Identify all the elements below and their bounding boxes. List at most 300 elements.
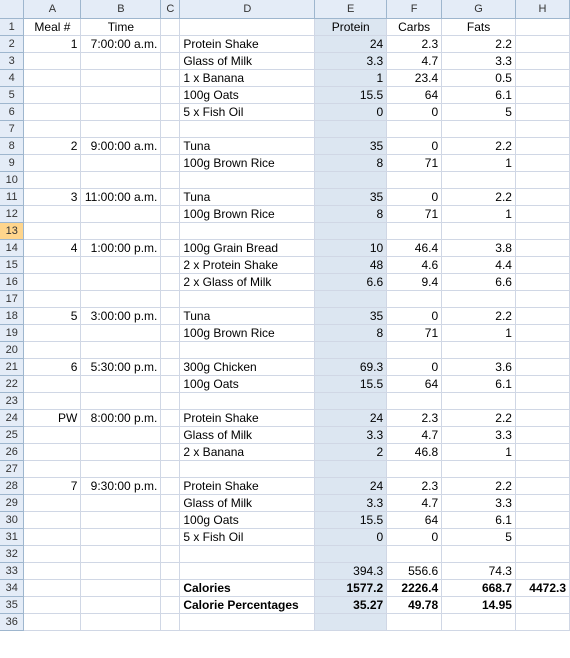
cell-protein[interactable]: 24 [315,477,387,494]
cell-food[interactable]: 300g Chicken [180,358,315,375]
cell-carbs[interactable]: 0 [387,137,442,154]
cell-meal[interactable]: 7 [24,477,81,494]
cell-food[interactable] [180,545,315,562]
cell-food[interactable]: Calorie Percentages [180,596,315,613]
cell-carbs[interactable]: 46.8 [387,443,442,460]
cell-fats[interactable] [442,120,516,137]
cell-protein[interactable]: 10 [315,239,387,256]
cell-protein[interactable]: 24 [315,409,387,426]
cell-food[interactable] [180,392,315,409]
cell[interactable] [161,596,180,613]
cell-carbs[interactable]: 71 [387,154,442,171]
cell-food[interactable]: 100g Brown Rice [180,324,315,341]
cell-time[interactable] [81,579,161,596]
row-header[interactable]: 14 [0,239,24,256]
cell-time[interactable] [81,273,161,290]
cell-fats[interactable]: 6.1 [442,86,516,103]
cell-food[interactable]: Tuna [180,188,315,205]
cell[interactable] [161,69,180,86]
row-header[interactable]: 4 [0,69,24,86]
cell[interactable] [161,528,180,545]
cell-food[interactable]: Glass of Milk [180,426,315,443]
cell[interactable] [161,562,180,579]
row-header[interactable]: 8 [0,137,24,154]
cell-meal[interactable] [24,324,81,341]
cell-food[interactable]: 100g Oats [180,375,315,392]
cell-protein[interactable]: 35 [315,188,387,205]
cell-food[interactable]: Glass of Milk [180,494,315,511]
cell-carbs[interactable]: 0 [387,103,442,120]
row-header[interactable]: 12 [0,205,24,222]
cell[interactable] [161,375,180,392]
cell-meal[interactable] [24,154,81,171]
cell[interactable] [161,613,180,630]
cell-protein[interactable] [315,545,387,562]
cell-carbs[interactable]: 64 [387,511,442,528]
row-header[interactable]: 28 [0,477,24,494]
cell-total[interactable] [515,290,569,307]
cell-fats[interactable]: 2.2 [442,307,516,324]
cell-meal[interactable] [24,494,81,511]
cell-fats[interactable]: 2.2 [442,188,516,205]
cell-food[interactable]: 2 x Glass of Milk [180,273,315,290]
cell-protein[interactable] [315,171,387,188]
cell-fats-header[interactable]: Fats [442,18,516,35]
cell-carbs[interactable]: 2.3 [387,409,442,426]
cell-food[interactable]: 100g Oats [180,86,315,103]
cell-protein[interactable]: 1577.2 [315,579,387,596]
cell-fats[interactable]: 1 [442,154,516,171]
cell-carbs[interactable] [387,341,442,358]
cell-carbs[interactable]: 2.3 [387,477,442,494]
row-header[interactable]: 3 [0,52,24,69]
cell-carbs[interactable] [387,613,442,630]
cell-time[interactable] [81,324,161,341]
cell-carbs[interactable] [387,460,442,477]
cell-food[interactable]: 2 x Banana [180,443,315,460]
cell-meal[interactable]: 1 [24,35,81,52]
column-header-g[interactable]: G [442,0,516,18]
cell[interactable] [161,171,180,188]
row-header[interactable]: 19 [0,324,24,341]
cell[interactable] [161,222,180,239]
row-header[interactable]: 36 [0,613,24,630]
cell-protein[interactable]: 35 [315,137,387,154]
cell-carbs[interactable]: 64 [387,86,442,103]
cell-meal[interactable] [24,103,81,120]
cell-total[interactable] [515,494,569,511]
cell[interactable] [161,18,180,35]
cell[interactable] [180,18,315,35]
cell-fats[interactable]: 2.2 [442,137,516,154]
cell-time[interactable] [81,596,161,613]
column-header-h[interactable]: H [515,0,569,18]
cell-food[interactable]: 5 x Fish Oil [180,528,315,545]
cell-total[interactable] [515,154,569,171]
cell-protein-header[interactable]: Protein [315,18,387,35]
cell-total[interactable] [515,256,569,273]
cell-total[interactable] [515,545,569,562]
cell-time[interactable] [81,171,161,188]
cell-fats[interactable]: 1 [442,443,516,460]
cell-total[interactable] [515,86,569,103]
cell-fats[interactable]: 74.3 [442,562,516,579]
cell[interactable] [161,239,180,256]
cell[interactable] [161,460,180,477]
column-header-b[interactable]: B [81,0,161,18]
cell[interactable] [161,52,180,69]
cell[interactable] [161,426,180,443]
cell-total[interactable] [515,137,569,154]
cell-total[interactable] [515,324,569,341]
cell-food[interactable] [180,222,315,239]
cell-food[interactable] [180,613,315,630]
cell-food[interactable]: Glass of Milk [180,52,315,69]
cell-protein[interactable]: 15.5 [315,511,387,528]
cell-time[interactable] [81,426,161,443]
cell-food[interactable]: Protein Shake [180,477,315,494]
cell-time[interactable] [81,613,161,630]
row-header[interactable]: 17 [0,290,24,307]
row-header[interactable]: 24 [0,409,24,426]
cell-fats[interactable]: 6.1 [442,375,516,392]
cell-meal[interactable] [24,86,81,103]
cell-meal[interactable] [24,528,81,545]
cell-time[interactable] [81,341,161,358]
cell-fats[interactable]: 3.3 [442,426,516,443]
cell-protein[interactable]: 6.6 [315,273,387,290]
cell-carbs[interactable]: 23.4 [387,69,442,86]
cell-meal[interactable] [24,562,81,579]
cell-carbs[interactable]: 46.4 [387,239,442,256]
cell-meal[interactable] [24,222,81,239]
cell-protein[interactable]: 8 [315,324,387,341]
cell-fats[interactable]: 3.6 [442,358,516,375]
cell-protein[interactable]: 15.5 [315,86,387,103]
cell-fats[interactable] [442,460,516,477]
cell-fats[interactable]: 1 [442,205,516,222]
row-header[interactable]: 2 [0,35,24,52]
cell-fats[interactable]: 6.1 [442,511,516,528]
cell-meal[interactable] [24,290,81,307]
cell-food[interactable] [180,460,315,477]
cell-meal[interactable] [24,426,81,443]
cell-time[interactable]: 7:00:00 a.m. [81,35,161,52]
row-header[interactable]: 5 [0,86,24,103]
cell-carbs[interactable]: 9.4 [387,273,442,290]
cell[interactable] [161,324,180,341]
row-header[interactable]: 31 [0,528,24,545]
cell-protein[interactable]: 1 [315,69,387,86]
cell-meal[interactable]: 3 [24,188,81,205]
cell[interactable] [161,256,180,273]
row-header[interactable]: 1 [0,18,24,35]
cell-protein[interactable]: 3.3 [315,426,387,443]
cell[interactable] [161,494,180,511]
row-header[interactable]: 26 [0,443,24,460]
cell[interactable] [161,358,180,375]
cell[interactable] [161,443,180,460]
cell-protein[interactable]: 8 [315,205,387,222]
cell-protein[interactable]: 35 [315,307,387,324]
cell-total[interactable] [515,205,569,222]
row-header[interactable]: 21 [0,358,24,375]
cell-protein[interactable]: 24 [315,35,387,52]
cell-total[interactable] [515,222,569,239]
cell-total[interactable] [515,239,569,256]
cell[interactable] [161,35,180,52]
cell-meal[interactable] [24,273,81,290]
cell-protein[interactable]: 2 [315,443,387,460]
cell[interactable] [161,477,180,494]
cell-total[interactable] [515,69,569,86]
cell-fats[interactable]: 3.3 [442,52,516,69]
cell-meal-header[interactable]: Meal # [24,18,81,35]
cell-total[interactable] [515,392,569,409]
cell[interactable] [161,120,180,137]
cell-protein[interactable] [315,613,387,630]
cell-time[interactable] [81,52,161,69]
row-header[interactable]: 32 [0,545,24,562]
cell-time[interactable] [81,392,161,409]
cell-meal[interactable] [24,205,81,222]
cell[interactable] [161,307,180,324]
row-header[interactable]: 34 [0,579,24,596]
cell-protein[interactable]: 3.3 [315,494,387,511]
cell-protein[interactable]: 3.3 [315,52,387,69]
row-header[interactable]: 33 [0,562,24,579]
cell-carbs[interactable]: 0 [387,307,442,324]
cell-carbs[interactable]: 4.7 [387,426,442,443]
cell-total[interactable] [515,375,569,392]
cell[interactable] [161,579,180,596]
cell-food[interactable]: 2 x Protein Shake [180,256,315,273]
column-header-a[interactable]: A [24,0,81,18]
cell-total[interactable] [515,171,569,188]
cell-meal[interactable] [24,69,81,86]
cell-total[interactable] [515,120,569,137]
cell-carbs[interactable]: 4.7 [387,494,442,511]
cell-time[interactable] [81,494,161,511]
cell[interactable] [161,341,180,358]
column-header-c[interactable]: C [161,0,180,18]
cell[interactable] [161,103,180,120]
cell-fats[interactable]: 2.2 [442,35,516,52]
cell-protein[interactable]: 394.3 [315,562,387,579]
cell-fats[interactable] [442,171,516,188]
cell-fats[interactable]: 5 [442,103,516,120]
cell-food[interactable] [180,171,315,188]
row-header[interactable]: 29 [0,494,24,511]
cell-food[interactable]: Calories [180,579,315,596]
cell-food[interactable]: 100g Oats [180,511,315,528]
cell-food[interactable]: Protein Shake [180,409,315,426]
row-header[interactable]: 13 [0,222,24,239]
cell-total[interactable] [515,307,569,324]
cell-meal[interactable] [24,375,81,392]
cell-time[interactable]: 9:30:00 p.m. [81,477,161,494]
cell-total[interactable] [515,273,569,290]
row-header[interactable]: 11 [0,188,24,205]
cell-food[interactable]: Protein Shake [180,35,315,52]
cell[interactable] [161,154,180,171]
cell-meal[interactable] [24,256,81,273]
cell-time[interactable]: 5:30:00 p.m. [81,358,161,375]
row-header[interactable]: 7 [0,120,24,137]
cell-food[interactable]: 5 x Fish Oil [180,103,315,120]
cell-fats[interactable] [442,222,516,239]
cell-meal[interactable]: 4 [24,239,81,256]
cell-time[interactable]: 3:00:00 p.m. [81,307,161,324]
cell-protein[interactable] [315,290,387,307]
cell-time[interactable] [81,460,161,477]
cell-total[interactable] [515,443,569,460]
row-header[interactable]: 18 [0,307,24,324]
cell-protein[interactable]: 69.3 [315,358,387,375]
row-header[interactable]: 22 [0,375,24,392]
cell-food[interactable] [180,290,315,307]
cell-meal[interactable] [24,613,81,630]
cell-time-header[interactable]: Time [81,18,161,35]
cell-protein[interactable]: 35.27 [315,596,387,613]
cell-meal[interactable] [24,460,81,477]
cell-fats[interactable]: 2.2 [442,409,516,426]
cell-meal[interactable] [24,171,81,188]
cell-total[interactable] [515,341,569,358]
cell-total[interactable] [515,52,569,69]
cell-carbs[interactable]: 0 [387,528,442,545]
cell-carbs[interactable]: 4.6 [387,256,442,273]
cell-time[interactable] [81,290,161,307]
cell-time[interactable] [81,103,161,120]
cell-total[interactable] [515,528,569,545]
cell-carbs[interactable]: 4.7 [387,52,442,69]
cell-meal[interactable] [24,443,81,460]
cell-time[interactable] [81,69,161,86]
cell-time[interactable] [81,545,161,562]
cell-total[interactable] [515,596,569,613]
cell-protein[interactable] [315,120,387,137]
cell-protein[interactable]: 0 [315,103,387,120]
cell-total[interactable]: 4472.3 [515,579,569,596]
cell-fats[interactable]: 1 [442,324,516,341]
cell[interactable] [161,545,180,562]
cell-time[interactable] [81,154,161,171]
cell-total[interactable] [515,358,569,375]
cell-total[interactable] [515,477,569,494]
row-header[interactable]: 23 [0,392,24,409]
cell-time[interactable] [81,86,161,103]
cell-time[interactable] [81,256,161,273]
cell-meal[interactable]: 5 [24,307,81,324]
cell-total[interactable] [515,409,569,426]
column-header-d[interactable]: D [180,0,315,18]
cell-time[interactable] [81,443,161,460]
cell[interactable] [161,409,180,426]
cell-carbs[interactable]: 0 [387,188,442,205]
cell-total[interactable] [515,511,569,528]
cell-meal[interactable] [24,392,81,409]
cell-carbs[interactable] [387,392,442,409]
cell-fats[interactable] [442,290,516,307]
cell-carbs[interactable]: 71 [387,205,442,222]
cell-time[interactable]: 11:00:00 a.m. [81,188,161,205]
row-header[interactable]: 30 [0,511,24,528]
cell-food[interactable]: Tuna [180,307,315,324]
cell[interactable] [161,392,180,409]
cell-food[interactable] [180,341,315,358]
cell-fats[interactable] [442,341,516,358]
row-header[interactable]: 25 [0,426,24,443]
cell-food[interactable]: 100g Brown Rice [180,154,315,171]
row-header[interactable]: 27 [0,460,24,477]
cell-fats[interactable] [442,545,516,562]
cell-carbs[interactable] [387,545,442,562]
cell-carbs[interactable]: 2.3 [387,35,442,52]
cell-fats[interactable]: 14.95 [442,596,516,613]
cell-food[interactable]: 100g Grain Bread [180,239,315,256]
cell-time[interactable]: 8:00:00 p.m. [81,409,161,426]
cell-time[interactable] [81,562,161,579]
cell[interactable] [161,188,180,205]
column-header-f[interactable]: F [387,0,442,18]
cell-fats[interactable]: 5 [442,528,516,545]
cell-food[interactable] [180,562,315,579]
cell-protein[interactable] [315,392,387,409]
cell-time[interactable] [81,205,161,222]
cell-carbs[interactable]: 556.6 [387,562,442,579]
cell-time[interactable] [81,222,161,239]
cell-carbs[interactable] [387,222,442,239]
cell-protein[interactable]: 15.5 [315,375,387,392]
cell[interactable] [161,511,180,528]
cell-carbs[interactable] [387,290,442,307]
cell-food[interactable]: Tuna [180,137,315,154]
cell-time[interactable]: 9:00:00 a.m. [81,137,161,154]
cell-meal[interactable]: PW [24,409,81,426]
cell-carbs[interactable]: 64 [387,375,442,392]
cell-fats[interactable]: 668.7 [442,579,516,596]
cell-time[interactable] [81,511,161,528]
select-all-corner[interactable] [0,0,24,18]
cell-total[interactable] [515,613,569,630]
cell-time[interactable] [81,120,161,137]
cell-total[interactable] [515,103,569,120]
cell-meal[interactable] [24,596,81,613]
cell-carbs[interactable] [387,171,442,188]
cell-protein[interactable] [315,341,387,358]
cell-total[interactable] [515,426,569,443]
cell[interactable] [161,86,180,103]
cell-carbs-header[interactable]: Carbs [387,18,442,35]
cell[interactable] [161,273,180,290]
row-header[interactable]: 20 [0,341,24,358]
cell-meal[interactable] [24,341,81,358]
cell-total[interactable] [515,562,569,579]
cell-total[interactable] [515,460,569,477]
cell-protein[interactable]: 8 [315,154,387,171]
cell-meal[interactable] [24,52,81,69]
cell-meal[interactable]: 6 [24,358,81,375]
cell-fats[interactable]: 6.6 [442,273,516,290]
cell-fats[interactable]: 3.8 [442,239,516,256]
cell-fats[interactable]: 2.2 [442,477,516,494]
row-header[interactable]: 15 [0,256,24,273]
cell-protein[interactable]: 0 [315,528,387,545]
cell-meal[interactable] [24,511,81,528]
cell-carbs[interactable]: 2226.4 [387,579,442,596]
cell-food[interactable]: 100g Brown Rice [180,205,315,222]
